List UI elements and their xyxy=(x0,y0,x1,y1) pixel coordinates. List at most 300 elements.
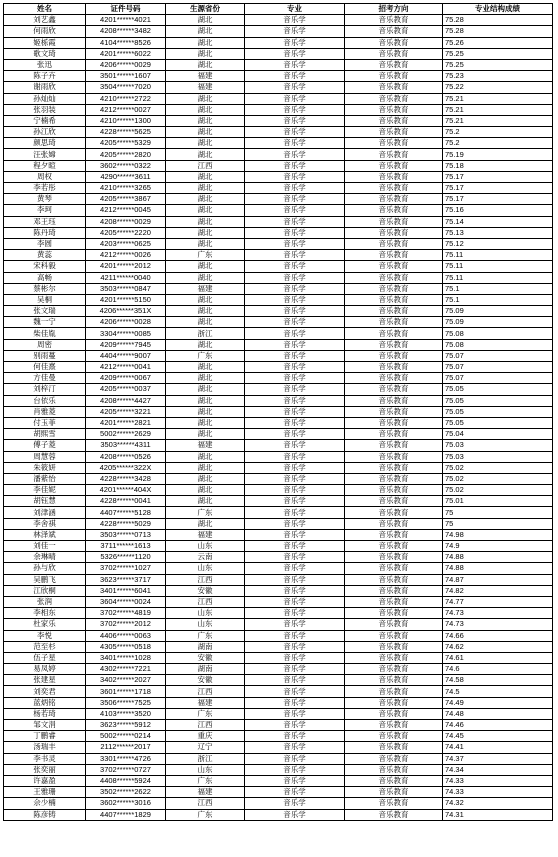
cell-major: 音乐学 xyxy=(245,350,345,361)
cell-score: 75.13 xyxy=(443,227,553,238)
cell-province: 湖北 xyxy=(166,115,245,126)
cell-score: 75.12 xyxy=(443,238,553,249)
cell-name: 程夕暄 xyxy=(4,160,86,171)
cell-major: 音乐学 xyxy=(245,641,345,652)
cell-direction: 音乐教育 xyxy=(345,563,443,574)
cell-name: 黄琴 xyxy=(4,194,86,205)
cell-score: 74.31 xyxy=(443,809,553,820)
cell-score: 75.1 xyxy=(443,283,553,294)
table-row xyxy=(4,485,553,496)
cell-id-number: 3501******1607 xyxy=(86,71,166,82)
cell-province: 江西 xyxy=(166,596,245,607)
table-row xyxy=(4,585,553,596)
cell-direction: 音乐教育 xyxy=(345,395,443,406)
table-row xyxy=(4,59,553,70)
cell-id-number: 4209******7945 xyxy=(86,339,166,350)
cell-id-number: 3301******4726 xyxy=(86,753,166,764)
table-row xyxy=(4,26,553,37)
header-id-number: 证件号码 xyxy=(86,4,166,15)
cell-major: 音乐学 xyxy=(245,160,345,171)
cell-score: 74.88 xyxy=(443,563,553,574)
cell-name: 魏一宁 xyxy=(4,317,86,328)
cell-name: 邓王珏 xyxy=(4,216,86,227)
cell-province: 湖北 xyxy=(166,183,245,194)
table-row xyxy=(4,496,553,507)
cell-id-number: 4205******3221 xyxy=(86,406,166,417)
cell-id-number: 3623******3717 xyxy=(86,574,166,585)
cell-direction: 音乐教育 xyxy=(345,160,443,171)
cell-name: 周权 xyxy=(4,171,86,182)
table-row xyxy=(4,664,553,675)
cell-score: 74.73 xyxy=(443,619,553,630)
cell-name: 孙与欣 xyxy=(4,563,86,574)
cell-province: 辽宁 xyxy=(166,742,245,753)
table-row xyxy=(4,742,553,753)
cell-major: 音乐学 xyxy=(245,507,345,518)
cell-id-number: 4211******0040 xyxy=(86,272,166,283)
cell-name: 范至杉 xyxy=(4,641,86,652)
cell-name: 方佳曼 xyxy=(4,373,86,384)
cell-id-number: 3702******1027 xyxy=(86,563,166,574)
cell-id-number: 4201******6022 xyxy=(86,48,166,59)
results-sheet xyxy=(3,3,553,821)
cell-name: 台依乐 xyxy=(4,395,86,406)
cell-score: 74.34 xyxy=(443,764,553,775)
cell-direction: 音乐教育 xyxy=(345,641,443,652)
cell-province: 江西 xyxy=(166,720,245,731)
table-row xyxy=(4,451,553,462)
cell-major: 音乐学 xyxy=(245,306,345,317)
cell-direction: 音乐教育 xyxy=(345,708,443,719)
cell-major: 音乐学 xyxy=(245,194,345,205)
table-row xyxy=(4,15,553,26)
cell-direction: 音乐教育 xyxy=(345,149,443,160)
table-row xyxy=(4,160,553,171)
cell-province: 湖北 xyxy=(166,473,245,484)
cell-score: 74.46 xyxy=(443,720,553,731)
cell-direction: 音乐教育 xyxy=(345,138,443,149)
table-row xyxy=(4,149,553,160)
cell-id-number: 4208******4427 xyxy=(86,395,166,406)
cell-id-number: 3601******1718 xyxy=(86,686,166,697)
cell-major: 音乐学 xyxy=(245,317,345,328)
cell-name: 宁楠希 xyxy=(4,115,86,126)
table-row xyxy=(4,619,553,630)
cell-score: 75.23 xyxy=(443,71,553,82)
header-score: 专业结构成绩 xyxy=(443,4,553,15)
cell-province: 湖北 xyxy=(166,194,245,205)
cell-direction: 音乐教育 xyxy=(345,373,443,384)
cell-score: 75.17 xyxy=(443,183,553,194)
cell-direction: 音乐教育 xyxy=(345,596,443,607)
cell-province: 山东 xyxy=(166,619,245,630)
cell-major: 音乐学 xyxy=(245,675,345,686)
cell-id-number: 3304******0085 xyxy=(86,328,166,339)
cell-province: 湖北 xyxy=(166,362,245,373)
cell-direction: 音乐教育 xyxy=(345,82,443,93)
cell-major: 音乐学 xyxy=(245,485,345,496)
cell-score: 74.49 xyxy=(443,697,553,708)
cell-major: 音乐学 xyxy=(245,328,345,339)
cell-province: 湖北 xyxy=(166,462,245,473)
cell-major: 音乐学 xyxy=(245,417,345,428)
cell-id-number: 4206******0029 xyxy=(86,59,166,70)
cell-major: 音乐学 xyxy=(245,294,345,305)
cell-major: 音乐学 xyxy=(245,541,345,552)
cell-direction: 音乐教育 xyxy=(345,664,443,675)
cell-score: 75.21 xyxy=(443,104,553,115)
table-row xyxy=(4,339,553,350)
cell-direction: 音乐教育 xyxy=(345,429,443,440)
cell-major: 音乐学 xyxy=(245,574,345,585)
cell-name: 张奕丽 xyxy=(4,764,86,775)
cell-province: 福建 xyxy=(166,71,245,82)
table-row xyxy=(4,183,553,194)
cell-name: 李书灵 xyxy=(4,753,86,764)
cell-major: 音乐学 xyxy=(245,608,345,619)
cell-province: 山东 xyxy=(166,541,245,552)
cell-score: 75.02 xyxy=(443,462,553,473)
table-row xyxy=(4,395,553,406)
cell-direction: 音乐教育 xyxy=(345,775,443,786)
cell-direction: 音乐教育 xyxy=(345,48,443,59)
cell-id-number: 4201******2821 xyxy=(86,417,166,428)
table-row xyxy=(4,272,553,283)
cell-direction: 音乐教育 xyxy=(345,496,443,507)
cell-province: 湖北 xyxy=(166,417,245,428)
cell-province: 山东 xyxy=(166,608,245,619)
cell-province: 湖北 xyxy=(166,205,245,216)
cell-name: 丁鹏睿 xyxy=(4,731,86,742)
cell-id-number: 3711******1613 xyxy=(86,541,166,552)
cell-name: 付玉菲 xyxy=(4,417,86,428)
cell-major: 音乐学 xyxy=(245,227,345,238)
cell-major: 音乐学 xyxy=(245,518,345,529)
cell-major: 音乐学 xyxy=(245,339,345,350)
header-major: 专业 xyxy=(245,4,345,15)
cell-id-number: 4212******0026 xyxy=(86,250,166,261)
cell-score: 74.87 xyxy=(443,574,553,585)
cell-major: 音乐学 xyxy=(245,429,345,440)
cell-id-number: 4228******5029 xyxy=(86,518,166,529)
cell-direction: 音乐教育 xyxy=(345,552,443,563)
table-row xyxy=(4,71,553,82)
cell-id-number: 4208******3482 xyxy=(86,26,166,37)
cell-id-number: 4210******2722 xyxy=(86,93,166,104)
cell-province: 湖北 xyxy=(166,429,245,440)
cell-major: 音乐学 xyxy=(245,183,345,194)
table-row xyxy=(4,440,553,451)
cell-direction: 音乐教育 xyxy=(345,37,443,48)
cell-province: 广东 xyxy=(166,250,245,261)
cell-direction: 音乐教育 xyxy=(345,362,443,373)
cell-id-number: 4305******0518 xyxy=(86,641,166,652)
cell-score: 74.61 xyxy=(443,652,553,663)
cell-province: 湖北 xyxy=(166,59,245,70)
cell-id-number: 4228******5625 xyxy=(86,127,166,138)
cell-id-number: 3623******5912 xyxy=(86,720,166,731)
cell-major: 音乐学 xyxy=(245,798,345,809)
cell-direction: 音乐教育 xyxy=(345,518,443,529)
cell-id-number: 4205******2820 xyxy=(86,149,166,160)
cell-name: 蓝炳铭 xyxy=(4,697,86,708)
cell-province: 安徽 xyxy=(166,652,245,663)
cell-score: 74.41 xyxy=(443,742,553,753)
table-row xyxy=(4,93,553,104)
cell-direction: 音乐教育 xyxy=(345,541,443,552)
cell-province: 云南 xyxy=(166,552,245,563)
cell-id-number: 4212******0041 xyxy=(86,362,166,373)
cell-id-number: 4208******0526 xyxy=(86,451,166,462)
cell-direction: 音乐教育 xyxy=(345,619,443,630)
cell-score: 75.16 xyxy=(443,205,553,216)
cell-province: 湖北 xyxy=(166,48,245,59)
cell-direction: 音乐教育 xyxy=(345,720,443,731)
cell-id-number: 4228******0041 xyxy=(86,496,166,507)
cell-score: 74.6 xyxy=(443,664,553,675)
table-row xyxy=(4,328,553,339)
table-row xyxy=(4,753,553,764)
cell-province: 湖北 xyxy=(166,294,245,305)
cell-name: 姬栎霞 xyxy=(4,37,86,48)
cell-name: 孙灿灿 xyxy=(4,93,86,104)
cell-direction: 音乐教育 xyxy=(345,507,443,518)
cell-major: 音乐学 xyxy=(245,753,345,764)
cell-province: 福建 xyxy=(166,440,245,451)
cell-score: 75.26 xyxy=(443,37,553,48)
cell-direction: 音乐教育 xyxy=(345,26,443,37)
cell-major: 音乐学 xyxy=(245,451,345,462)
cell-major: 音乐学 xyxy=(245,15,345,26)
cell-name: 周密 xyxy=(4,339,86,350)
table-body xyxy=(4,15,553,821)
table-row xyxy=(4,294,553,305)
cell-direction: 音乐教育 xyxy=(345,194,443,205)
cell-province: 山东 xyxy=(166,563,245,574)
cell-name: 潘紫怡 xyxy=(4,473,86,484)
cell-name: 刘奕君 xyxy=(4,686,86,697)
cell-name: 周慧蓉 xyxy=(4,451,86,462)
cell-province: 福建 xyxy=(166,787,245,798)
cell-major: 音乐学 xyxy=(245,362,345,373)
table-row xyxy=(4,574,553,585)
cell-id-number: 4406******0063 xyxy=(86,630,166,641)
cell-major: 音乐学 xyxy=(245,283,345,294)
cell-name: 胡钰慧 xyxy=(4,496,86,507)
cell-name: 杜家乐 xyxy=(4,619,86,630)
cell-province: 福建 xyxy=(166,82,245,93)
cell-province: 湖北 xyxy=(166,395,245,406)
cell-name: 张建星 xyxy=(4,675,86,686)
cell-score: 75.09 xyxy=(443,317,553,328)
cell-major: 音乐学 xyxy=(245,596,345,607)
cell-province: 湖北 xyxy=(166,227,245,238)
cell-id-number: 3503******4311 xyxy=(86,440,166,451)
cell-direction: 音乐教育 xyxy=(345,183,443,194)
cell-id-number: 4210******3265 xyxy=(86,183,166,194)
cell-direction: 音乐教育 xyxy=(345,127,443,138)
table-row xyxy=(4,552,553,563)
cell-major: 音乐学 xyxy=(245,664,345,675)
cell-province: 湖北 xyxy=(166,261,245,272)
header-province: 生源省份 xyxy=(166,4,245,15)
cell-name: 何佳熹 xyxy=(4,362,86,373)
cell-major: 音乐学 xyxy=(245,205,345,216)
cell-province: 安徽 xyxy=(166,675,245,686)
table-row xyxy=(4,731,553,742)
table-row xyxy=(4,775,553,786)
cell-major: 音乐学 xyxy=(245,127,345,138)
cell-name: 宋科毅 xyxy=(4,261,86,272)
cell-major: 音乐学 xyxy=(245,115,345,126)
cell-major: 音乐学 xyxy=(245,138,345,149)
cell-name: 朱筱妍 xyxy=(4,462,86,473)
cell-direction: 音乐教育 xyxy=(345,272,443,283)
cell-province: 湖北 xyxy=(166,171,245,182)
cell-name: 刘梓汀 xyxy=(4,384,86,395)
cell-id-number: 4210******1300 xyxy=(86,115,166,126)
cell-score: 75.11 xyxy=(443,272,553,283)
cell-direction: 音乐教育 xyxy=(345,317,443,328)
cell-name: 肖雅菱 xyxy=(4,406,86,417)
cell-score: 75.18 xyxy=(443,160,553,171)
table-row xyxy=(4,798,553,809)
cell-score: 75.22 xyxy=(443,82,553,93)
cell-id-number: 4228******3428 xyxy=(86,473,166,484)
cell-score: 75.04 xyxy=(443,429,553,440)
cell-id-number: 4212******0027 xyxy=(86,104,166,115)
cell-id-number: 3503******0847 xyxy=(86,283,166,294)
cell-name: 邹文涓 xyxy=(4,720,86,731)
cell-score: 75.17 xyxy=(443,194,553,205)
cell-score: 75.25 xyxy=(443,48,553,59)
table-row xyxy=(4,429,553,440)
cell-score: 74.82 xyxy=(443,585,553,596)
table-row xyxy=(4,48,553,59)
cell-province: 安徽 xyxy=(166,585,245,596)
cell-name: 胡熙雪 xyxy=(4,429,86,440)
cell-score: 75.03 xyxy=(443,440,553,451)
cell-name: 李佳妮 xyxy=(4,485,86,496)
cell-province: 广东 xyxy=(166,775,245,786)
cell-score: 74.77 xyxy=(443,596,553,607)
table-row xyxy=(4,809,553,820)
cell-id-number: 4407******1829 xyxy=(86,809,166,820)
cell-id-number: 4407******5128 xyxy=(86,507,166,518)
cell-name: 李圆 xyxy=(4,238,86,249)
cell-name: 杨若琦 xyxy=(4,708,86,719)
table-row xyxy=(4,787,553,798)
cell-id-number: 4206******0028 xyxy=(86,317,166,328)
cell-province: 湖南 xyxy=(166,664,245,675)
table-row xyxy=(4,697,553,708)
cell-id-number: 5326******1120 xyxy=(86,552,166,563)
cell-province: 湖北 xyxy=(166,216,245,227)
cell-major: 音乐学 xyxy=(245,552,345,563)
cell-direction: 音乐教育 xyxy=(345,697,443,708)
cell-id-number: 4408******5924 xyxy=(86,775,166,786)
cell-name: 孙江欣 xyxy=(4,127,86,138)
cell-id-number: 3602******3016 xyxy=(86,798,166,809)
cell-direction: 音乐教育 xyxy=(345,216,443,227)
cell-name: 高畅 xyxy=(4,272,86,283)
cell-id-number: 3506******7525 xyxy=(86,697,166,708)
cell-direction: 音乐教育 xyxy=(345,451,443,462)
cell-direction: 音乐教育 xyxy=(345,630,443,641)
table-row xyxy=(4,127,553,138)
cell-score: 75.2 xyxy=(443,138,553,149)
cell-id-number: 3702******4819 xyxy=(86,608,166,619)
cell-name: 张羽装 xyxy=(4,104,86,115)
cell-name: 刘津涵 xyxy=(4,507,86,518)
cell-major: 音乐学 xyxy=(245,630,345,641)
cell-direction: 音乐教育 xyxy=(345,608,443,619)
cell-score: 74.58 xyxy=(443,675,553,686)
cell-major: 音乐学 xyxy=(245,37,345,48)
cell-name: 蔡彬尔 xyxy=(4,283,86,294)
cell-direction: 音乐教育 xyxy=(345,473,443,484)
table-row xyxy=(4,216,553,227)
cell-major: 音乐学 xyxy=(245,708,345,719)
cell-id-number: 4203******0625 xyxy=(86,238,166,249)
cell-name: 江欣桐 xyxy=(4,585,86,596)
cell-name: 汪张嫦 xyxy=(4,149,86,160)
cell-direction: 音乐教育 xyxy=(345,675,443,686)
cell-major: 音乐学 xyxy=(245,216,345,227)
cell-province: 广东 xyxy=(166,507,245,518)
cell-major: 音乐学 xyxy=(245,384,345,395)
cell-direction: 音乐教育 xyxy=(345,753,443,764)
cell-id-number: 4201******4021 xyxy=(86,15,166,26)
cell-direction: 音乐教育 xyxy=(345,283,443,294)
cell-province: 广东 xyxy=(166,350,245,361)
table-row xyxy=(4,82,553,93)
cell-major: 音乐学 xyxy=(245,764,345,775)
table-row xyxy=(4,563,553,574)
cell-id-number: 4206******351X xyxy=(86,306,166,317)
cell-score: 75.09 xyxy=(443,306,553,317)
cell-province: 湖北 xyxy=(166,149,245,160)
cell-id-number: 3401******1028 xyxy=(86,652,166,663)
cell-province: 湖北 xyxy=(166,272,245,283)
cell-province: 湖北 xyxy=(166,238,245,249)
table-row xyxy=(4,596,553,607)
table-row xyxy=(4,652,553,663)
cell-id-number: 4290******3611 xyxy=(86,171,166,182)
cell-province: 湖北 xyxy=(166,127,245,138)
cell-direction: 音乐教育 xyxy=(345,809,443,820)
cell-score: 75.14 xyxy=(443,216,553,227)
cell-major: 音乐学 xyxy=(245,440,345,451)
cell-id-number: 4205******0037 xyxy=(86,384,166,395)
cell-major: 音乐学 xyxy=(245,250,345,261)
cell-province: 江西 xyxy=(166,574,245,585)
cell-direction: 音乐教育 xyxy=(345,59,443,70)
cell-direction: 音乐教育 xyxy=(345,462,443,473)
cell-province: 广东 xyxy=(166,809,245,820)
table-row xyxy=(4,373,553,384)
table-row xyxy=(4,138,553,149)
cell-major: 音乐学 xyxy=(245,149,345,160)
cell-score: 74.73 xyxy=(443,608,553,619)
table-row xyxy=(4,317,553,328)
cell-direction: 音乐教育 xyxy=(345,585,443,596)
cell-id-number: 3702******0727 xyxy=(86,764,166,775)
cell-major: 音乐学 xyxy=(245,585,345,596)
cell-score: 75.28 xyxy=(443,26,553,37)
cell-score: 74.88 xyxy=(443,552,553,563)
cell-direction: 音乐教育 xyxy=(345,384,443,395)
